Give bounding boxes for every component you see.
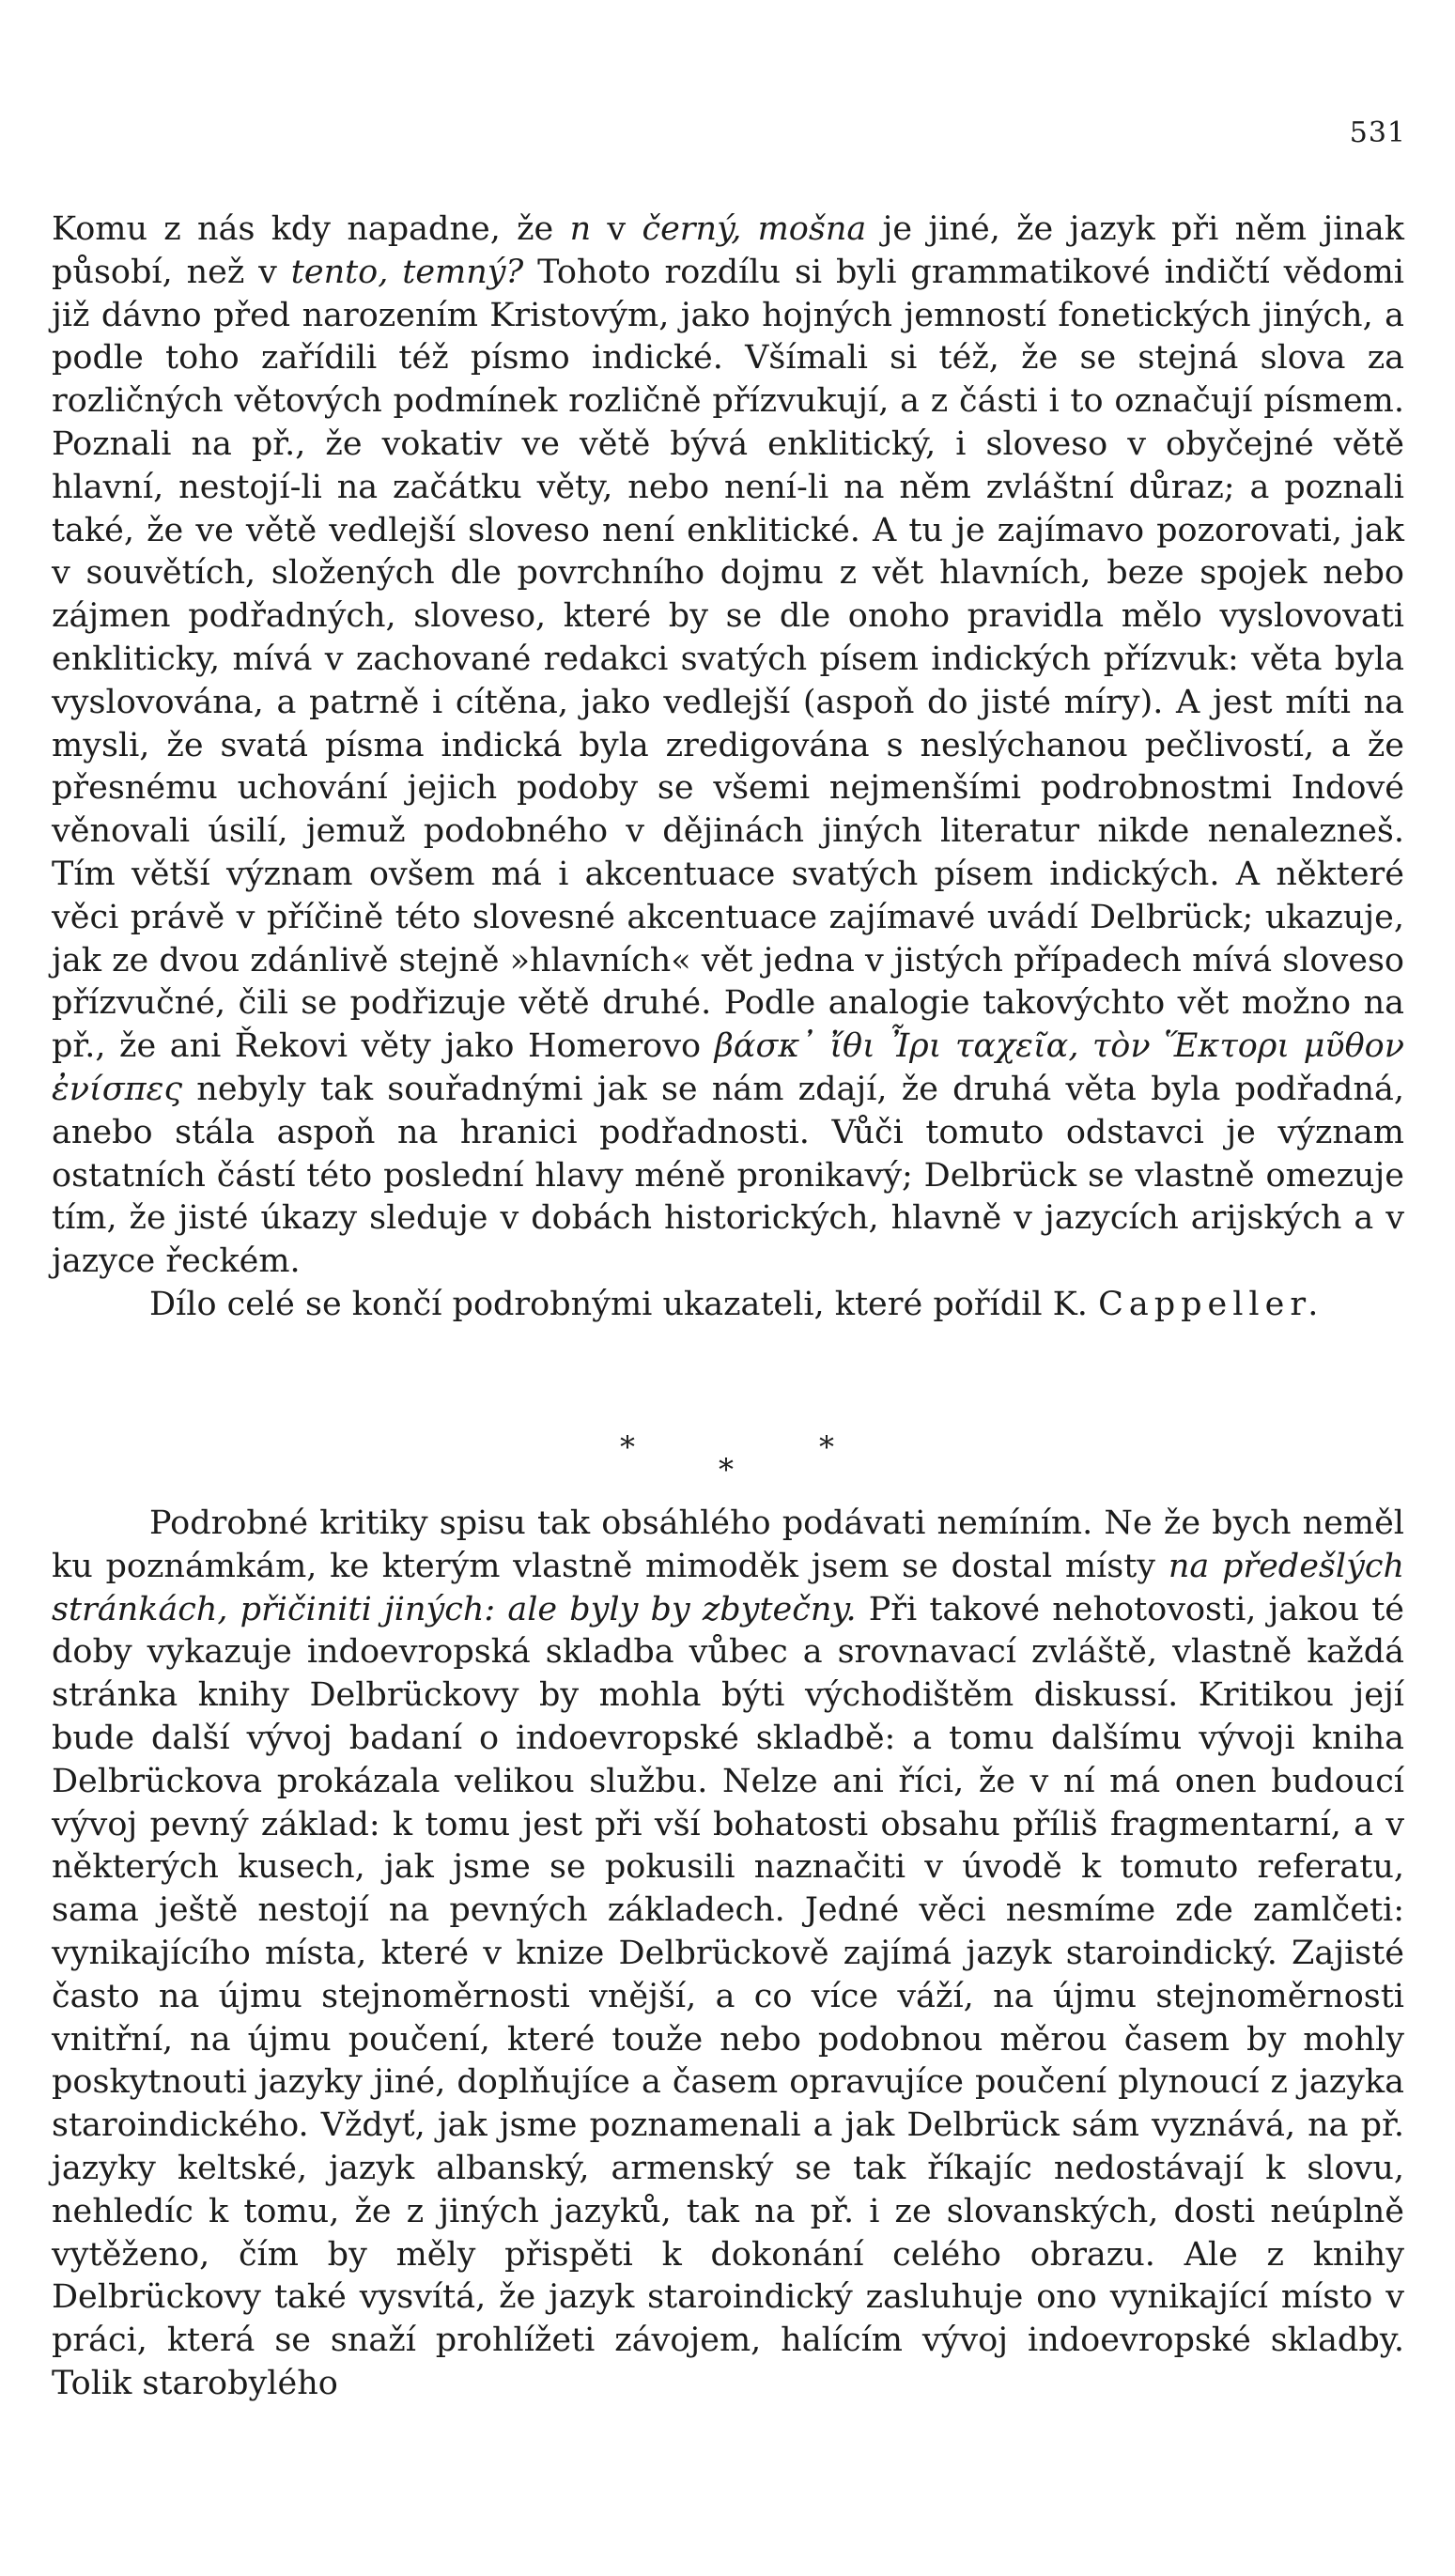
italic-term: tento, temný? [290, 253, 524, 291]
paragraph-text: nebyly tak souřadnými jak se nám zdají, že druhá věta byla podřadná, anebo stála aspoň na hranici podřadnosti. Vůči tomuto odstavci je význam ostatních částí této poslední hlavy méně pronikavý; Delbrück se vlastně omezuje tím, že jisté úkazy sleduje v dobách historických, hlavně v jazycích arijských a v jazyce řeckém. [52, 1070, 1404, 1281]
paragraph-ukazatele [52, 1284, 1404, 1327]
paragraph-text: Dílo celé se končí podrobnými ukazateli, které pořídil K. [149, 1285, 1099, 1323]
paragraph-text: v [591, 210, 642, 248]
italic-term: černý, mošna [642, 210, 867, 248]
paragraph-text: je jiné, že jazyk při něm jinak působí, než v [52, 210, 1405, 291]
asterisk: * [719, 1452, 734, 1488]
author-name: Cappeller. [1098, 1285, 1324, 1323]
paragraph-text: Při takové nehotovosti, jakou té doby vykazuje indoevropská skladba vůbec a srovnavací zvláště, vlastně každá stránka knihy Delbrückovy by mohla býti východištěm diskussí. Kritikou její bude další vývoj badaní o indoevropské skladbě: a tomu dalšímu vývoji kniha Delbrückova prokázala velikou službu. Nelze ani říci, že v ní má onen budoucí vývoj pevný základ: k tomu jest při vší bohatosti obsahu příliš fragmentarní, a v některých kusech, jak jsme se pokusili naznačiti v úvodě k tomuto referatu, sama ještě nestojí na pevných základech. Jedné věci nesmíme zde zamlčeti: vynikajícího místa, které v knize Delbrückově zajímá jazyk staroindický. Zajisté často na újmu stejnoměrnosti vnější, a co více váží, na újmu stejnoměrnosti vnitřní, na újmu poučení, které touže nebo podobnou měrou časem by mohly poskytnouti jazyky jiné, doplňujíce a časem opravujíce poučení plynoucí z jazyka staroindického. Vždyť, jak jsme poznamenali a jak Delbrück sám vyznává, na př. jazyky keltské, jazyk albanský, armenský se tak říkajíc nedostávají k slovu, nehledíc k tomu, že z jiných jazyků, tak na př. i ze slovanských, dosti neúplně vytěženo, čím by měly přispěti k dokonání celého obrazu. Ale z knihy Delbrückovy také vysvítá, že jazyk staroindický zasluhuje ono vynikající místo v práci, která se snaží prohlížeti závojem, halícím vývoj indoevropské skladby. Tolik starobylého [52, 1590, 1404, 2402]
greek-quotation: βάσκ᾽ ἴθι Ἶρι ταχεῖα, τὸν Ἕκτορι μῦθον ἐνίσπες [52, 1027, 1405, 1108]
section-separator [0, 1427, 1455, 1488]
paragraph-text: Tohoto rozdílu si byli grammatikové indičtí vědomi již dávno před narozením Kristovým, jako hojných jemností fonetických jiných, a podle toho zařídili též písmo indické. Všímali si též, že se stejná slova za rozličných větových podmínek rozličně přízvukují, a z části i to označují písmem. Poznali na př., že vokativ ve větě bývá enklitický, i sloveso v obyčejné větě hlavní, nestojí-li na začátku věty, nebo není-li na něm zvláštní důraz; a poznali také, že ve větě vedlejší sloveso není enklitické. A tu je zajímavo pozorovati, jak v souvětích, složených dle povrchního dojmu z vět hlavních, beze spojek nebo zájmen podřadných, sloveso, které by se dle onoho pravidla mělo vyslovovati enkliticky, mívá v zachované redakci svatých písem indických přízvuk: věta byla vyslovována, a patrně i cítěna, jako vedlejší (aspoň do jisté míry). A jest míti na mysli, že svatá písma indická byla zredigována s neslýchanou pečlivostí, a že přesnému uchování jejich podoby se všemi nejmenšími podrobnostmi Indové věnovali úsilí, jemuž podobného v dějinách jiných literatur nikde nenalezneš. Tím větší význam ovšem má i akcentuace svatých písem indických. A některé věci právě v příčině této slovesné akcentuace zajímavé uvádí Delbrück; ukazuje, jak ze dvou zdánlivě stejně »hlavních« vět jedna v jistých případech mívá sloveso přízvučné, čili se podřizuje větě druhé. Podle analogie takovýchto vět možno na př., že ani Řekovi věty jako Homerovo [52, 253, 1404, 1066]
paragraph-akcentuace [52, 208, 1404, 1284]
paragraph-text: Komu z nás kdy napadne, že [52, 210, 570, 248]
asterisk: * [620, 1429, 635, 1465]
paragraph-kritika [52, 1503, 1404, 2406]
page-number: 531 [1349, 116, 1406, 149]
text-block-upper [52, 208, 1404, 1327]
asterisk: * [819, 1429, 834, 1465]
italic-term: n [569, 210, 592, 248]
paragraph-text: Podrobné kritiky spisu tak obsáhlého podávati nemíním. Ne že bych neměl ku poznámkám, ke kterým vlastně mimoděk jsem se dostal místy [52, 1504, 1404, 1585]
text-block-lower [52, 1503, 1404, 2406]
italic-phrase: na předešlých stránkách, přičiniti jiných: ale byly by zbytečny. [52, 1547, 1404, 1628]
